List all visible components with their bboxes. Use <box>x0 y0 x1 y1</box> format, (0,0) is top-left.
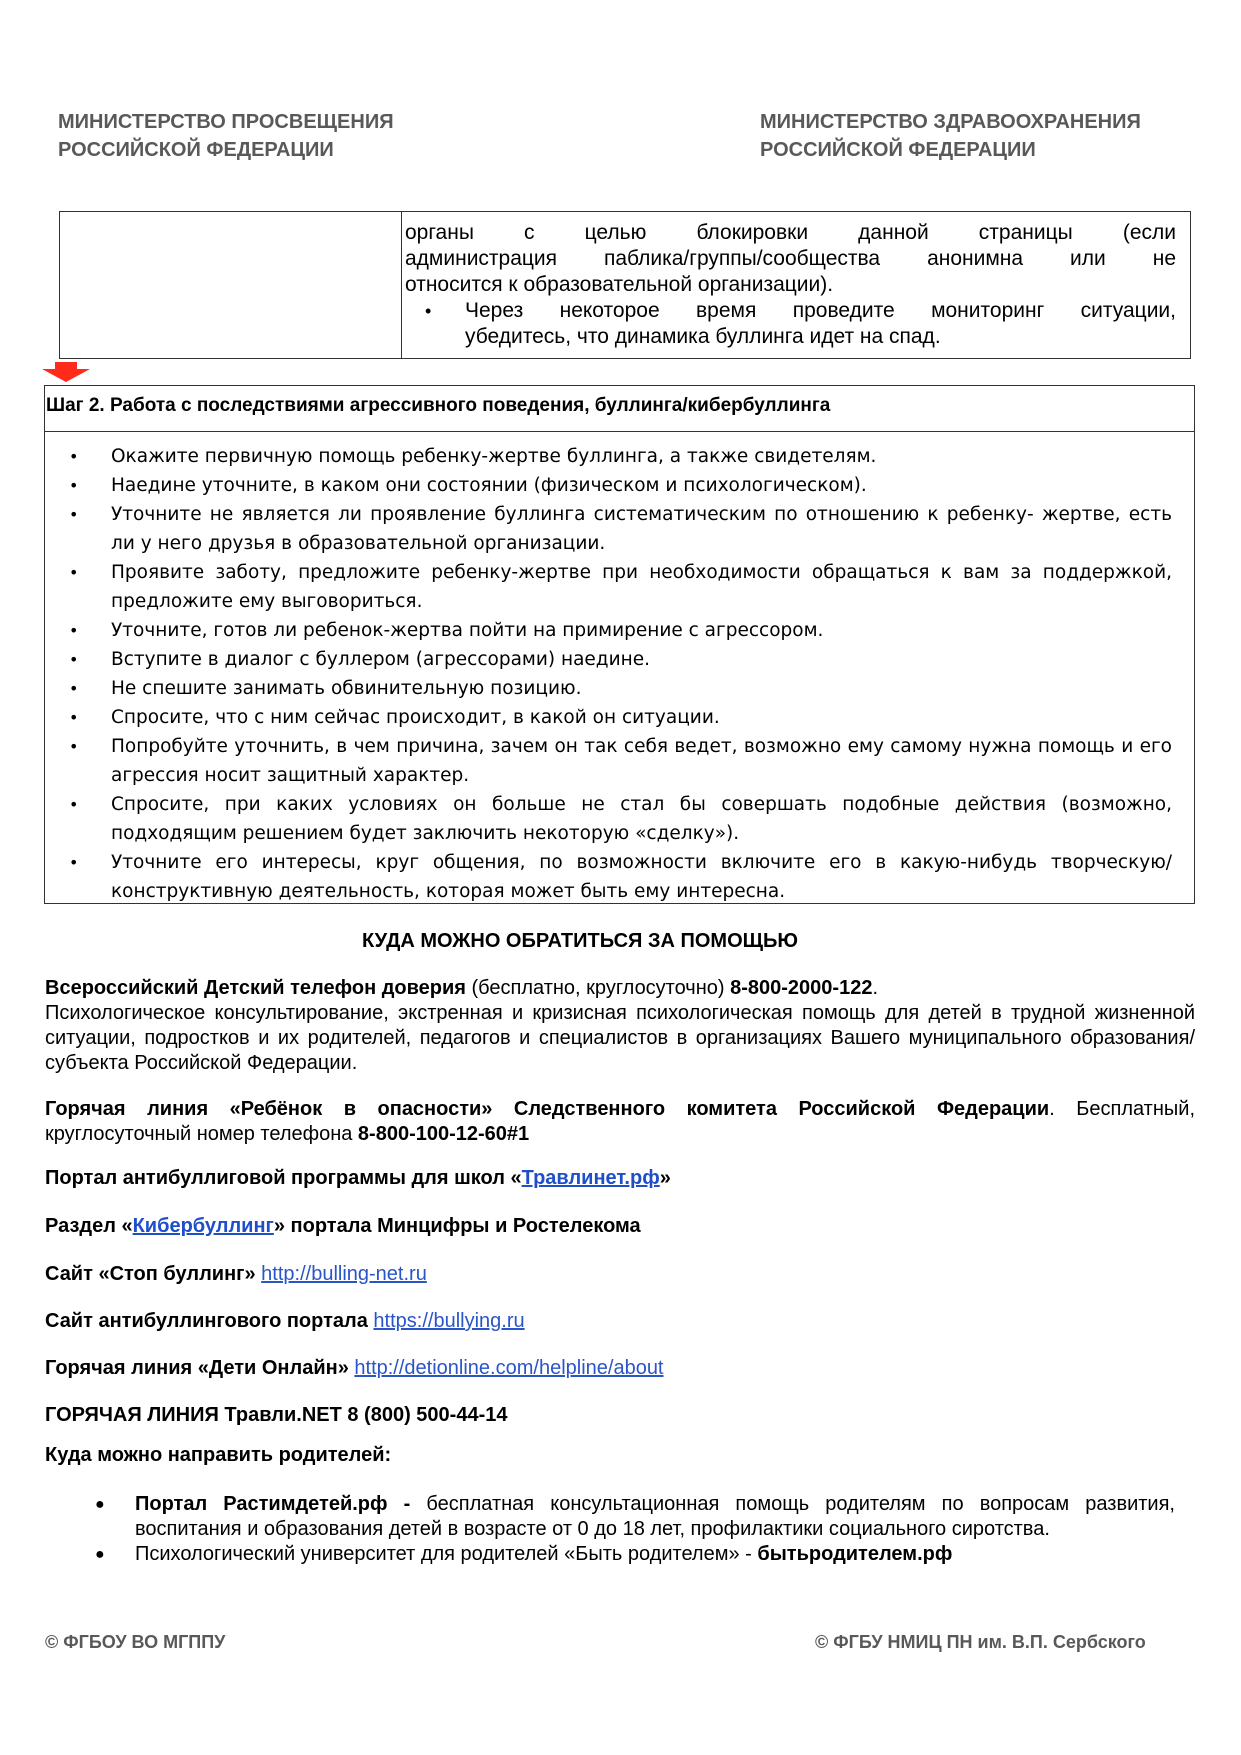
header-ministry-education <box>58 108 394 164</box>
header-right-line1: МИНИСТЕРСТВО ЗДРАВООХРАНЕНИЯ <box>760 111 1141 133</box>
step2-list <box>65 442 1172 906</box>
list-item: ● Портал Растимдетей.рф - бесплатная консультационная помощь родителям по вопросам развития, воспитания и образования детей в возрасте от 0 до 18 лет, профилактики социального сиротства. <box>95 1493 1175 1540</box>
hotline-block <box>45 1097 1195 1147</box>
bullet-icon: • <box>69 708 79 727</box>
list-item: • Уточните, готов ли ребенок-жертва пойти на примирение с агрессором. <box>65 616 1172 645</box>
bullying-ru-link[interactable]: https://bullying.ru <box>373 1310 525 1332</box>
list-item: • Уточните его интересы, круг общения, по возможности включите его в какую-нибудь творческую/конструктивную деятельность, которая может быть ему интересна. <box>65 848 1172 906</box>
header-ministry-health <box>760 108 1141 164</box>
table-divider <box>401 212 402 358</box>
list-item: • Уточните не является ли проявление буллинга систематическим по отношению к ребенку- жертве, есть ли у него друзья в образовательной организации. <box>65 500 1172 558</box>
hotline-name: Горячая линия «Ребёнок в опасности» Следственного комитета Российской Федерации <box>45 1098 1050 1120</box>
list-item: • Проявите заботу, предложите ребенку-жертве при необходимости обращаться к вам за поддержкой, предложите ему выговориться. <box>65 558 1172 616</box>
parents-list <box>95 1492 1175 1567</box>
list-item: • Вступите в диалог с буллером (агрессорами) наедине. <box>65 645 1172 674</box>
hotline-number: 8-800-100-12-60#1 <box>357 1123 530 1145</box>
step2-title: Шаг 2. Работа с последствиями агрессивного поведения, буллинга/кибербуллинга <box>46 395 831 416</box>
bullet-icon: ● <box>95 1496 105 1513</box>
helpline-description: Психологическое консультирование, экстренная и кризисная психологическая помощь для детей в трудной жизненной ситуации, подростков и их родителей, педагогов и специалистов в организациях Вашего муниципального образования/субъекта Российской Федерации. <box>45 1002 1195 1074</box>
bullet-icon: ● <box>95 1546 105 1563</box>
bullet-icon: • <box>69 563 79 582</box>
cyberbullying-line: Раздел «Кибербуллинг» портала Минцифры и Ростелекома <box>45 1215 641 1237</box>
help-section-title: КУДА МОЖНО ОБРАТИТЬСЯ ЗА ПОМОЩЬЮ <box>361 930 799 952</box>
continuation-line-2: администрация паблика/группы/сообщества анонимна или не <box>405 247 1176 270</box>
parents-title: Куда можно направить родителей: <box>45 1444 392 1466</box>
children-helpline-block: Всероссийский Детский телефон доверия (бесплатно, круглосуточно) 8-800-2000-122. Психологическое консультирование, экстренная и кризисная психологическая помощь для детей в трудной жизненной ситуации, подростков и их родителей, педагогов и специалистов в организациях Вашего муниципального образования/субъекта Российской Федерации. <box>45 977 1195 1074</box>
bullet-icon: • <box>69 447 79 466</box>
bullet-icon: • <box>69 737 79 756</box>
cyberbullying-link[interactable]: Кибербуллинг <box>132 1215 274 1237</box>
helpline-note: (бесплатно, круглосуточно) <box>465 977 731 999</box>
helpline-number: 8-800-2000-122 <box>730 977 873 999</box>
bullet-icon: • <box>69 650 79 669</box>
bullet-line-1: Через некоторое время проведите мониторинг ситуации, <box>465 299 1176 322</box>
header-left-line2: РОССИЙСКОЙ ФЕДЕРАЦИИ <box>58 139 334 161</box>
step2-title-box <box>44 385 1195 432</box>
travlinet-link[interactable]: Травлинет.рф <box>521 1167 660 1189</box>
bullet-icon: • <box>69 621 79 640</box>
continuation-cell <box>405 220 1176 350</box>
header-left-line1: МИНИСТЕРСТВО ПРОСВЕЩЕНИЯ <box>58 111 394 133</box>
travli-net-line: ГОРЯЧАЯ ЛИНИЯ Травли.NET 8 (800) 500-44-14 <box>45 1404 508 1426</box>
deti-online-line: Горячая линия «Дети Онлайн» http://detionline.com/helpline/about <box>45 1357 664 1379</box>
hotline-text: . Бесплатный, круглосуточный номер телефона <box>45 1098 1195 1145</box>
stop-bullying-line: Сайт «Стоп буллинг» http://bulling-net.ru <box>45 1263 427 1285</box>
footer-right-copyright: © ФГБУ НМИЦ ПН им. В.П. Сербского <box>815 1632 1146 1652</box>
list-item: ● Психологический университет для родителей «Быть родителем» - бытьродителем.рф <box>95 1543 953 1565</box>
continuation-line-3: относится к образовательной организации). <box>405 273 834 296</box>
list-item: • Спросите, при каких условиях он больше не стал бы совершать подобные действия (возможно, подходящим решением будет заключить некоторую «сделку»). <box>65 790 1172 848</box>
bullet-icon: • <box>425 301 432 321</box>
detionline-link[interactable]: http://detionline.com/helpline/about <box>354 1357 664 1379</box>
bullet-icon: • <box>69 505 79 524</box>
bullet-line-2: убедитесь, что динамика буллинга идет на спад. <box>465 325 941 348</box>
arrow-down-icon <box>42 362 90 382</box>
footer-left-copyright: © ФГБОУ ВО МГППУ <box>45 1632 226 1652</box>
list-item: • Спросите, что с ним сейчас происходит, в какой он ситуации. <box>65 703 1172 732</box>
continuation-line-1: органы с целью блокировки данной страницы (если <box>405 221 1176 244</box>
bullet-icon: • <box>69 679 79 698</box>
list-item: • Попробуйте уточнить, в чем причина, зачем он так себя ведет, возможно ему самому нужна помощь и его агрессия носит защитный характер. <box>65 732 1172 790</box>
helpline-name: Всероссийский Детский телефон доверия <box>45 977 466 999</box>
header-right-line2: РОССИЙСКОЙ ФЕДЕРАЦИИ <box>760 139 1036 161</box>
continuation-bullet <box>425 298 1176 350</box>
list-item: • Не спешите занимать обвинительную позицию. <box>65 674 1172 703</box>
continuation-table <box>59 211 1191 359</box>
portal-line: Портал антибуллиговой программы для школ «Травлинет.рф» <box>45 1167 671 1189</box>
list-item: • Окажите первичную помощь ребенку-жертве буллинга, а также свидетелям. <box>65 442 1172 471</box>
antibullying-portal-line: Сайт антибуллингового портала https://bullying.ru <box>45 1310 525 1332</box>
step2-list-box <box>44 432 1195 904</box>
stop-bullying-link[interactable]: http://bulling-net.ru <box>261 1263 427 1285</box>
bullet-icon: • <box>69 795 79 814</box>
bullet-icon: • <box>69 476 79 495</box>
bullet-icon: • <box>69 853 79 872</box>
list-item: • Наедине уточните, в каком они состоянии (физическом и психологическом). <box>65 471 1172 500</box>
